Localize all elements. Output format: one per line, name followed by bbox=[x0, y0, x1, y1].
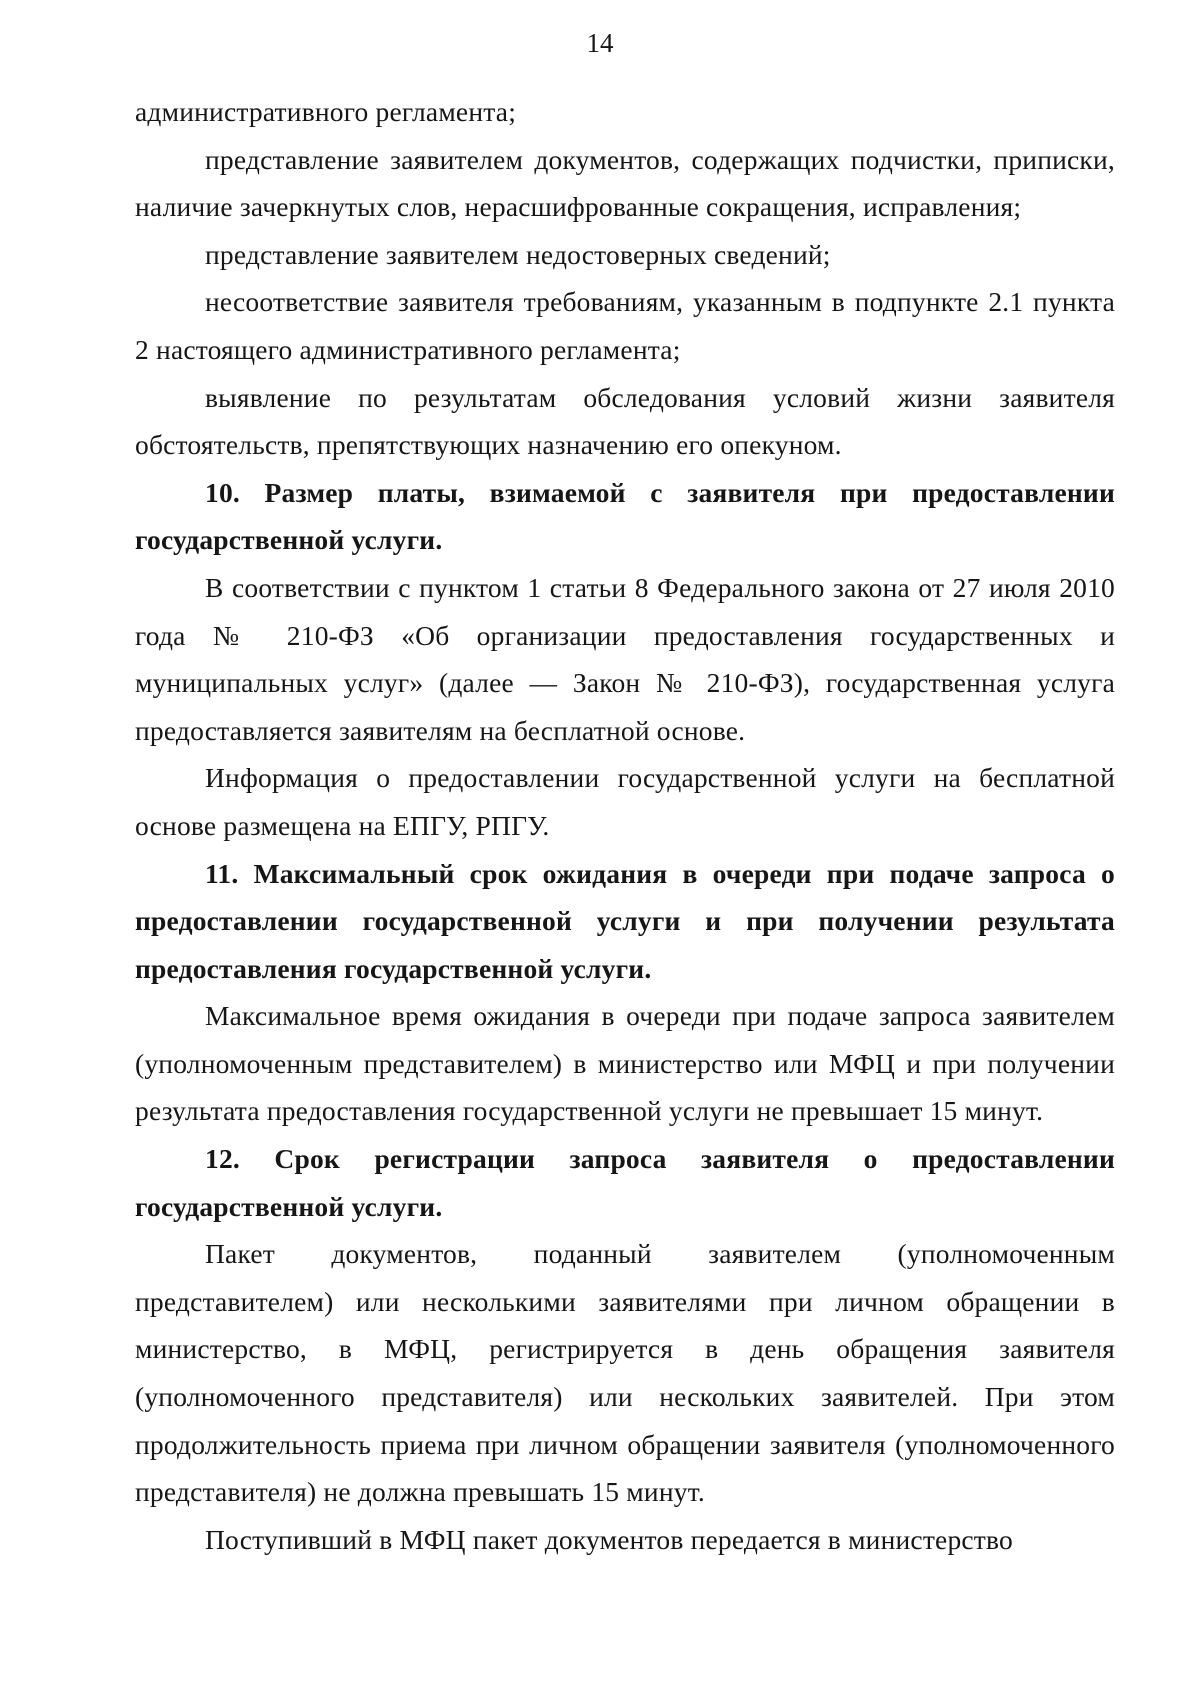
section-heading-11: 11. Максимальный срок ожидания в очереди при подаче запроса о предоставлении государственной услуги и при получении результата предоставления государственной услуги. bbox=[135, 857, 1115, 984]
paragraph-registration: Пакет документов, поданный заявителем (уполномоченным представителем) или несколькими заявителями при личном обращении в министерство, в МФЦ, регистрируется в день обращения заявителя (уполномоченного представителя) или нескольких заявителей. При этом продолжительность приема при личном обращении заявителя (уполномоченного представителя) не должна превышать 15 минут. bbox=[135, 1238, 1115, 1508]
paragraph-false-info: представление заявителем недостоверных сведений; bbox=[205, 238, 831, 270]
paragraph-living-conditions: выявление по результатам обследования условий жизни заявителя обстоятельств, препятствующих назначению его опекуном. bbox=[135, 381, 1115, 461]
paragraph-corrections: представление заявителем документов, содержащих подчистки, приписки, наличие зачеркнутых слов, нерасшифрованные сокращения, исправления; bbox=[135, 143, 1115, 223]
paragraph-waiting-time: Максимальное время ожидания в очереди при подаче запроса заявителем (уполномоченным представителем) в министерство или МФЦ и при получении результата предоставления государственной услуги не превышает 15 минут. bbox=[135, 1000, 1115, 1127]
document-body bbox=[135, 88, 1115, 1563]
paragraph-free-service-info: Информация о предоставлении государственной услуги на бесплатной основе размещена на ЕПГУ, РПГУ. bbox=[135, 762, 1115, 841]
section-heading-10: 10. Размер платы, взимаемой с заявителя при предоставлении государственной услуги. bbox=[135, 476, 1115, 556]
paragraph-free-service-law: В соответствии с пунктом 1 статьи 8 Федерального закона от 27 июля 2010 года № 210-ФЗ «Об организации предоставления государственных и муниципальных услуг» (далее — Закон № 210-ФЗ), государственная услуга предоставляется заявителям на бесплатной основе. bbox=[135, 571, 1115, 746]
paragraph-mfc-transfer: Поступивший в МФЦ пакет документов передается в министерство bbox=[205, 1523, 1013, 1555]
section-heading-12: 12. Срок регистрации запроса заявителя о предоставлении государственной услуги. bbox=[135, 1143, 1115, 1222]
page-number: 14 bbox=[586, 28, 614, 58]
paragraph-regulation-end: административного регламента; bbox=[135, 96, 517, 127]
paragraph-requirements-mismatch: несоответствие заявителя требованиям, указанным в подпункте 2.1 пункта 2 настоящего административного регламента; bbox=[135, 286, 1115, 365]
